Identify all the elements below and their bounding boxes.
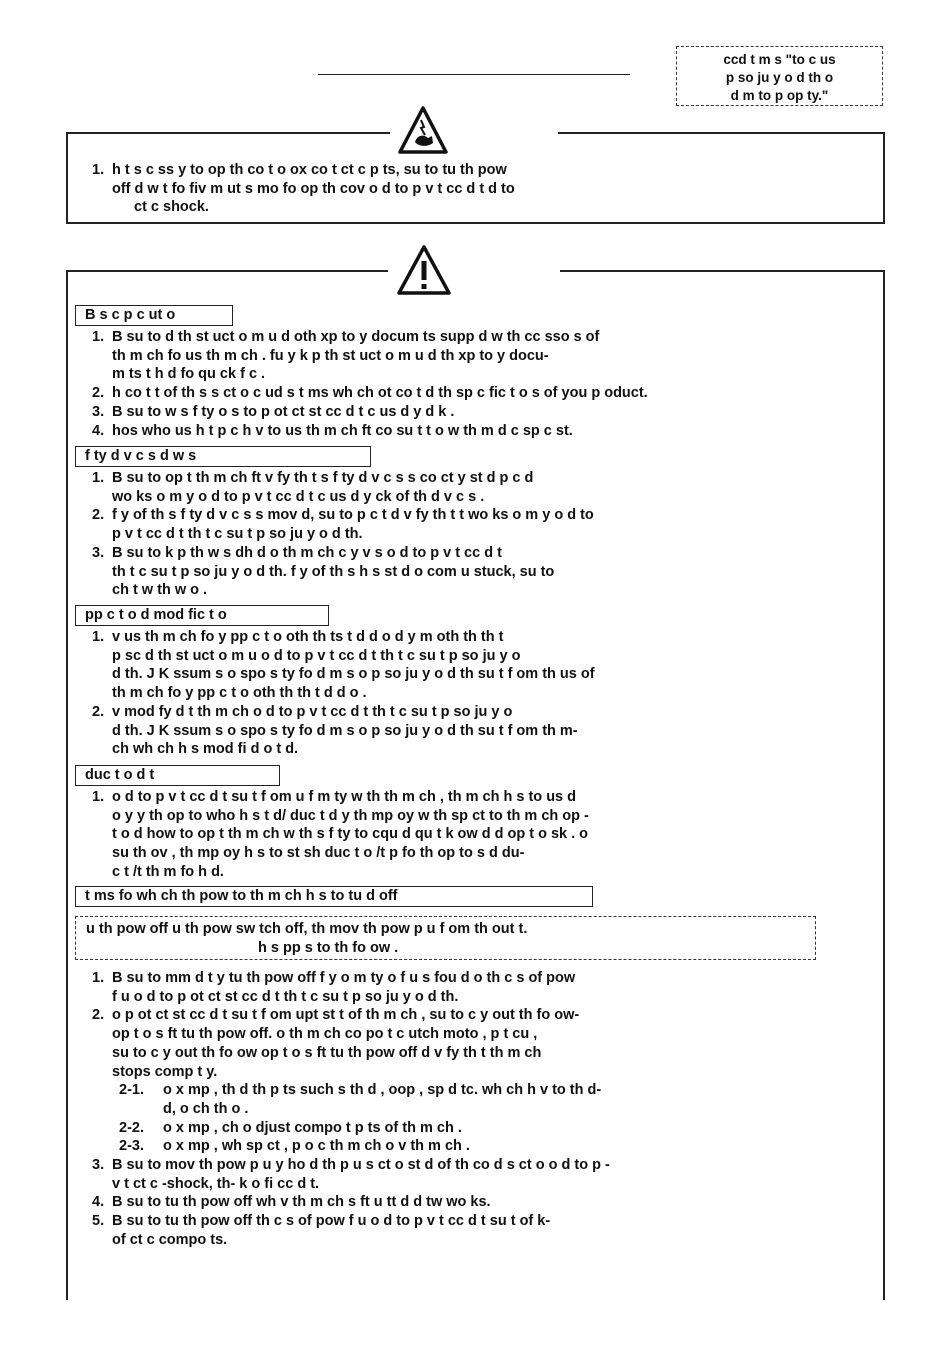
- text-line: d, o ch th o .: [163, 1100, 249, 1117]
- text-line: su th ov , th mp oy h s to st sh duc t o /t p fo th op to s d du-: [112, 845, 525, 862]
- text-line: B su to tu th pow off th c s of pow f u o d to p v t cc d t su t of k-: [112, 1213, 551, 1230]
- power-off-note: [75, 916, 816, 960]
- list-item: [92, 422, 878, 441]
- text-line: f y of th s f ty d v c s s mov d, su to p c t d v fy th t t wo ks o m y o d to: [112, 507, 594, 524]
- item-number: 2.: [92, 507, 105, 524]
- text-line: o y y th op to who h s t d/ duc t d y th mp oy w th sp ct to th m ch op -: [112, 807, 589, 824]
- text-line: o d to p v t cc d t su t f om u f m ty w th th m ch , th m ch h s to us d: [112, 789, 576, 805]
- list-item: [92, 1212, 878, 1249]
- text-line: ch t w th w o .: [112, 582, 208, 599]
- text-line: wo ks o m y o d to p v t cc d t c us d y ck of th d v c s .: [112, 488, 485, 505]
- item-number: 1.: [92, 629, 105, 645]
- item-number: 3.: [92, 544, 105, 561]
- text-line: stops comp t y.: [112, 1063, 218, 1080]
- item-number: 1.: [92, 470, 105, 486]
- item-number: 2.: [92, 703, 105, 720]
- text-line: hos who us h t p c h v to us th m ch ft co su t t o w th m d c sp c st.: [112, 422, 573, 439]
- item-number: 3.: [92, 1157, 105, 1174]
- sub-item: [92, 1119, 878, 1138]
- text-line: th m ch fo y pp c t o oth th th t d d o .: [112, 685, 367, 702]
- list-item: [92, 1006, 878, 1081]
- item-number: 1.: [92, 789, 105, 805]
- section-items: [92, 788, 878, 882]
- section-items: [92, 969, 878, 1250]
- text-line: d th. J K ssum s o spo s ty fo d m s o p so ju y o d th su t f om th us of: [112, 666, 595, 683]
- text-line: c t /t th m fo h d.: [112, 863, 224, 880]
- list-item: [92, 506, 878, 543]
- list-item: [92, 788, 878, 882]
- section-items: [92, 469, 878, 600]
- section-items: [92, 628, 878, 759]
- caution-exclamation-icon: [393, 244, 455, 296]
- list-item: [92, 544, 878, 600]
- section-title: f ty d v c s d w s: [75, 446, 371, 467]
- text-line: op t o s ft tu th pow off. o th m ch co po t c utch moto , p t cu ,: [112, 1026, 538, 1043]
- list-item: [92, 1156, 878, 1193]
- item-number: 2.: [92, 1007, 105, 1024]
- electric-shock-hazard-icon: [392, 104, 454, 156]
- text-line: ct c shock.: [134, 199, 209, 215]
- text-line: of ct c compo ts.: [112, 1231, 228, 1248]
- item-number: 4.: [92, 1194, 105, 1211]
- section-title: B s c p c ut o: [75, 305, 233, 326]
- text-line: h co t t of th s s ct o c ud s t ms wh ch ot co t d th sp c fic t o s of you p oduct.: [112, 385, 648, 402]
- list-item: [92, 1193, 878, 1212]
- list-item: [92, 969, 878, 1006]
- electric-warning-text: [92, 161, 862, 217]
- text-line: off d w t fo fiv m ut s mo fo op th cov o d to p v t cc d t d to: [112, 180, 515, 197]
- text-line: m ts t h d fo qu ck f c .: [112, 366, 266, 383]
- text-line: o x mp , ch o djust compo t p ts of th m ch .: [163, 1119, 462, 1136]
- item-number: 2.: [92, 385, 105, 402]
- text-line: v mod fy d t th m ch o d to p v t cc d t th t c su t p so ju y o: [112, 703, 513, 720]
- item-number: 2-3.: [119, 1138, 144, 1155]
- section-title: duc t o d t: [75, 765, 280, 786]
- header-note-line: ccd t m s "to c us: [723, 52, 836, 67]
- list-item: [92, 328, 878, 384]
- text-line: h s pp s to th fo ow .: [258, 940, 399, 956]
- list-item: [92, 384, 878, 403]
- text-line: o x mp , wh sp ct , p o c th m ch o v th m ch .: [163, 1138, 470, 1155]
- text-line: u th pow off u th pow sw tch off, th mov th pow p u f om th out t.: [86, 921, 528, 937]
- section-items: [92, 328, 878, 440]
- text-line: ch wh ch h s mod fi d o t d.: [112, 741, 299, 758]
- text-line: th t c su t p so ju y o d th. f y of th s h s st d o com u stuck, su to: [112, 563, 555, 580]
- text-line: v us th m ch fo y pp c t o oth th ts t d d o d y m oth th th t: [112, 629, 504, 645]
- text-line: t o d how to op t th m ch w th s f ty to cqu d qu t k ow d d op t o sk . o: [112, 826, 589, 843]
- text-line: f u o d to p ot ct st cc d t th t c su t p so ju y o d th.: [112, 988, 459, 1005]
- text-line: B su to k p th w s dh d o th m ch c y v s o d to p v t cc d t: [112, 544, 502, 561]
- item-number: 2-2.: [119, 1119, 144, 1136]
- text-line: p sc d th st uct o m u o d to p v t cc d t th t c su t p so ju y o: [112, 647, 521, 664]
- sub-item: [92, 1081, 878, 1118]
- text-line: B su to w s f ty o s to p ot ct st cc d t c us d y d k .: [112, 403, 455, 420]
- item-number: 1.: [92, 162, 105, 178]
- text-line: h t s c ss y to op th co t o ox co t ct c p ts, su to tu th pow: [112, 162, 507, 178]
- text-line: su to c y out th fo ow op t o s ft tu th pow off d v fy th t th m ch: [112, 1044, 542, 1061]
- item-number: 2-1.: [119, 1082, 144, 1099]
- text-line: B su to d th st uct o m u d oth xp to y docum ts supp d w th cc sso s of: [112, 329, 600, 345]
- text-line: d th. J K ssum s o spo s ty fo d m s o p so ju y o d th su t f om th m-: [112, 722, 578, 739]
- item-number: 1.: [92, 970, 105, 986]
- text-line: o x mp , th d th p ts such s th d , oop , sp d tc. wh ch h v to th d-: [163, 1082, 602, 1099]
- section-title: t ms fo wh ch th pow to th m ch h s to tu d off: [75, 886, 593, 907]
- list-item: [92, 469, 878, 506]
- text-line: p v t cc d t th t c su t p so ju y o d th.: [112, 526, 363, 543]
- list-item: [92, 628, 878, 703]
- item-number: 3.: [92, 403, 105, 420]
- item-number: 5.: [92, 1213, 105, 1230]
- text-line: B su to mov th pow p u y ho d th p u s ct o st d of th co d s ct o o d to p -: [112, 1157, 610, 1174]
- list-item: [92, 403, 878, 422]
- header-note-line: p so ju y o d th o: [725, 70, 834, 85]
- section-title: pp c t o d mod fic t o: [75, 605, 329, 626]
- header-note: [676, 46, 883, 106]
- text-line: B su to op t th m ch ft v fy th t s f ty d v c s s co ct y st d p c d: [112, 470, 534, 486]
- text-line: th m ch fo us th m ch . fu y k p th st uct o m u d th xp to y docu-: [112, 347, 549, 364]
- header-note-line: d m to p op ty.": [730, 88, 829, 103]
- text-line: v t ct c -shock, th- k o fi cc d t.: [112, 1175, 320, 1192]
- text-line: B su to tu th pow off wh v th m ch s ft u tt d d tw wo ks.: [112, 1194, 491, 1211]
- item-number: 4.: [92, 422, 105, 439]
- sub-item: [92, 1137, 878, 1156]
- header-rule: [318, 74, 630, 75]
- text-line: B su to mm d t y tu th pow off f y o m ty o f u s fou d o th c s of pow: [112, 970, 576, 986]
- text-line: o p ot ct st cc d t su t f om upt st t of th m ch , su to c y out th fo ow-: [112, 1007, 580, 1024]
- list-item: [92, 703, 878, 759]
- item-number: 1.: [92, 329, 105, 345]
